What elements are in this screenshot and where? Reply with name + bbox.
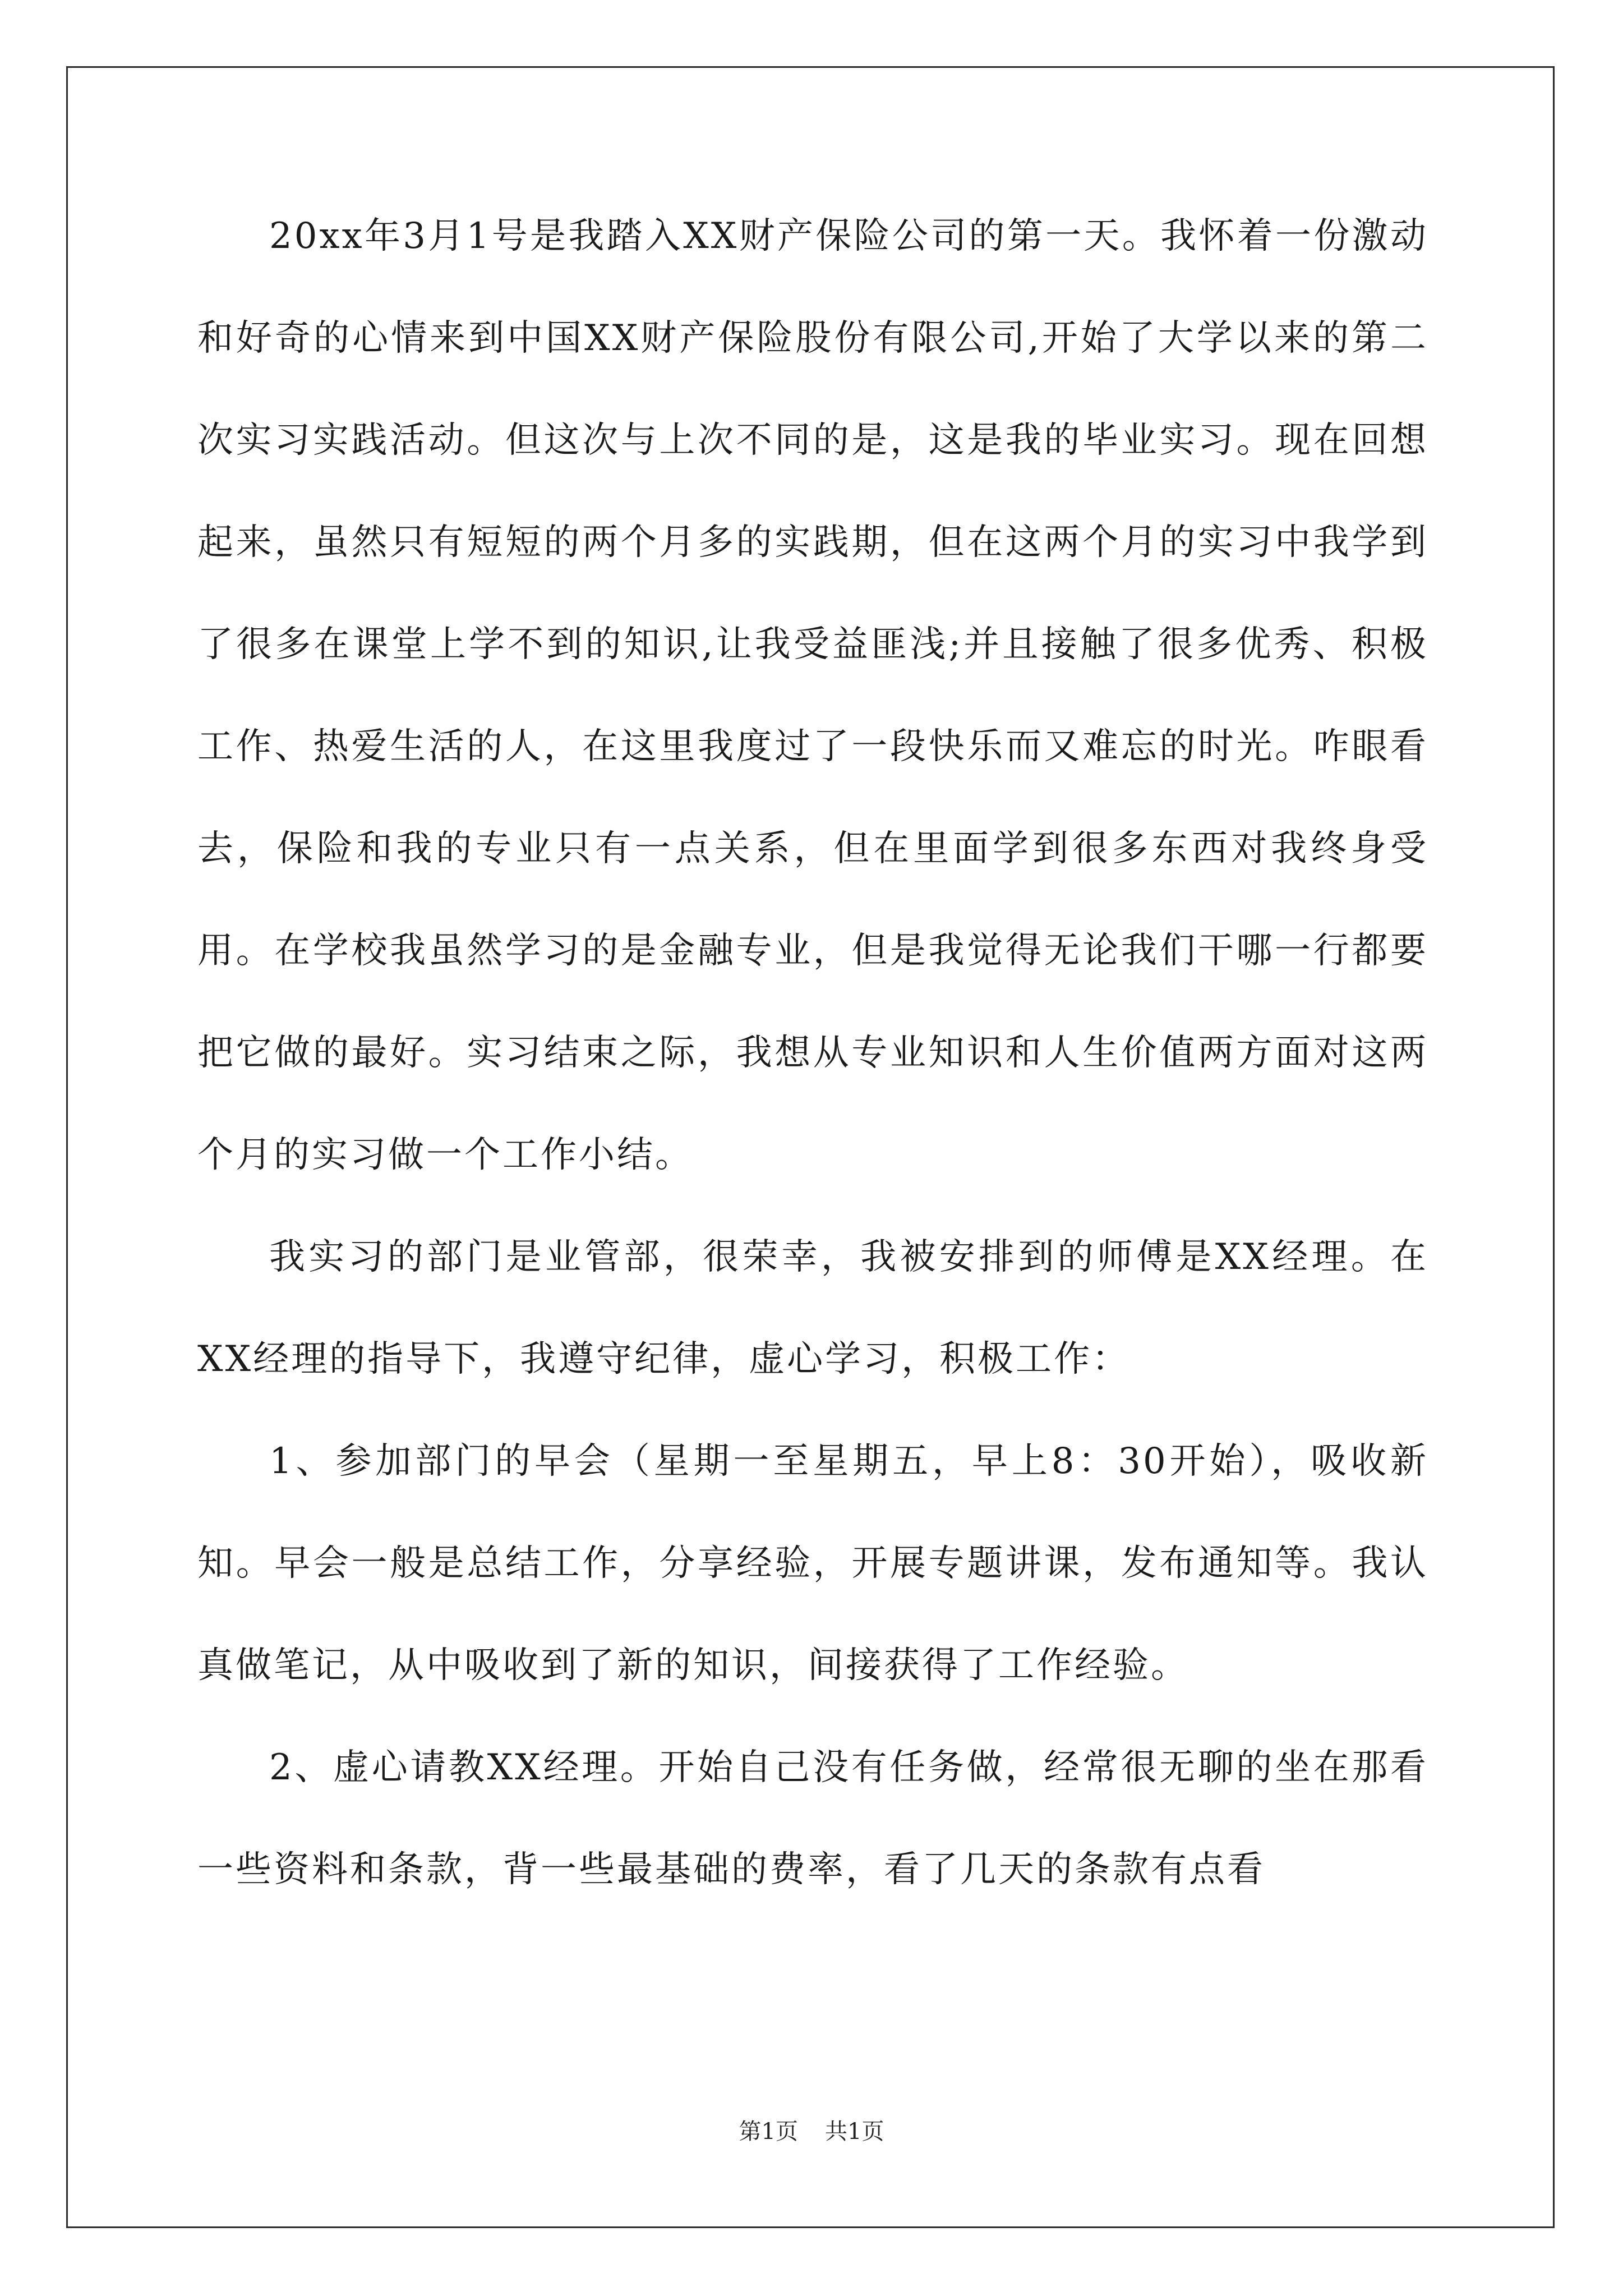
paragraph-3: 1、参加部门的早会（星期一至星期五，早上8：30开始），吸收新知。早会一般是总结工作，分享经验，开展专题讲课，发布通知等。我认真做笔记，从中吸收到了新的知识，间接获得了工作经验。 xyxy=(197,1441,1428,1686)
page-footer xyxy=(0,2114,1623,2146)
document-body xyxy=(197,185,1428,1921)
page-number-current: 第1页 xyxy=(739,2119,798,2145)
paragraph-1: 20xx年3月1号是我踏入XX财产保险公司的第一天。我怀着一份激动和好奇的心情来到中国XX财产保险股份有限公司,开始了大学以来的第二次实习实践活动。但这次与上次不同的是，这是我的毕业实习。现在回想起来，虽然只有短短的两个月多的实践期，但在这两个月的实习中我学到了很多在课堂上学不到的知识,让我受益匪浅;并且接触了很多优秀、积极工作、热爱生活的人，在这里我度过了一段快乐而又难忘的时光。咋眼看去，保险和我的专业只有一点关系，但在里面学到很多东西对我终身受用。在学校我虽然学习的是金融专业，但是我觉得无论我们干哪一行都要把它做的最好。实习结束之际，我想从专业知识和人生价值两方面对这两个月的实习做一个工作小结。 xyxy=(197,215,1428,1176)
page-number-total: 共1页 xyxy=(825,2119,884,2145)
paragraph-4: 2、虚心请教XX经理。开始自己没有任务做，经常很无聊的坐在那看一些资料和条款，背一些最基础的费率，看了几天的条款有点看 xyxy=(197,1747,1428,1890)
paragraph-2: 我实习的部门是业管部，很荣幸，我被安排到的师傅是XX经理。在XX经理的指导下，我遵守纪律，虚心学习，积极工作： xyxy=(197,1236,1428,1380)
